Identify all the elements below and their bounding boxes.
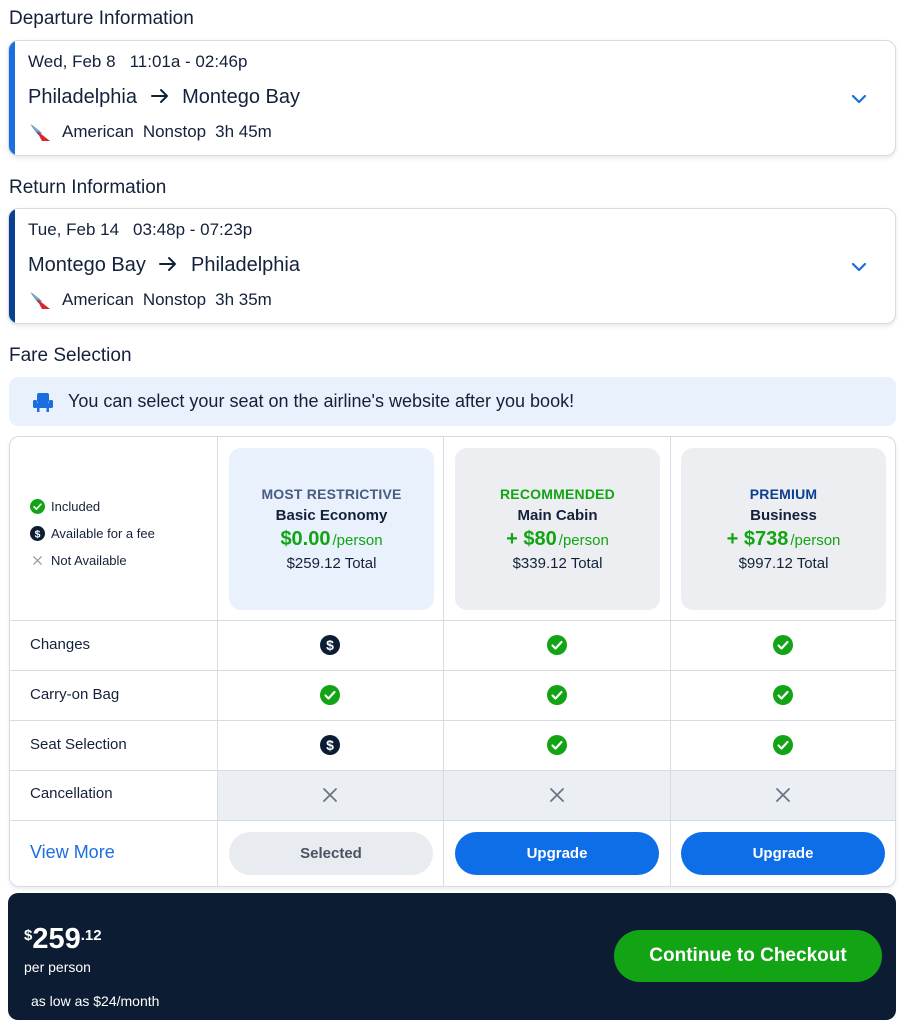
fare-total: $339.12 Total — [512, 555, 603, 572]
row-divider — [10, 820, 896, 821]
return-destination: Philadelphia — [190, 254, 300, 276]
seat-notice-banner — [9, 377, 896, 426]
price-currency: $ — [24, 927, 33, 944]
american-airlines-logo-icon — [28, 289, 54, 311]
fare-per-person: /person — [790, 532, 841, 549]
arrow-right-icon — [151, 88, 169, 104]
row-divider — [10, 720, 896, 721]
fare-price-line — [455, 528, 660, 551]
return-duration: 3h 35m — [215, 290, 272, 309]
fare-price-line — [229, 528, 434, 551]
fare-per-person: /person — [332, 532, 383, 549]
row-divider — [10, 670, 896, 671]
feature-label-cancellation: Cancellation — [30, 785, 113, 802]
departure-airline-row — [28, 121, 281, 143]
legend-not-available — [30, 547, 155, 574]
check-circle-icon — [773, 685, 793, 705]
svg-text:$: $ — [326, 637, 334, 653]
monthly-financing-text: as low as $24/month — [31, 993, 160, 1009]
fare-name: Business — [750, 507, 817, 524]
chevron-down-icon[interactable] — [849, 89, 869, 109]
upgrade-business-button[interactable]: Upgrade — [681, 832, 885, 875]
x-mark-icon — [320, 785, 340, 805]
return-origin: Montego Bay — [28, 254, 146, 276]
american-airlines-logo-icon — [28, 121, 54, 143]
view-more-link[interactable]: View More — [30, 842, 115, 862]
legend-fee-label: Available for a fee — [51, 526, 155, 541]
upgrade-main-cabin-button[interactable]: Upgrade — [455, 832, 659, 875]
fare-section-title: Fare Selection — [9, 345, 132, 366]
check-circle-icon — [547, 635, 567, 655]
svg-text:$: $ — [34, 528, 41, 541]
fare-name: Main Cabin — [517, 507, 598, 524]
fare-total: $997.12 Total — [738, 555, 829, 572]
check-circle-icon — [547, 685, 567, 705]
departure-stops: Nonstop — [142, 122, 207, 141]
fare-per-person: /person — [558, 532, 609, 549]
check-circle-icon — [30, 499, 45, 514]
return-route — [28, 254, 300, 277]
price-per-person-label: per person — [24, 959, 91, 975]
total-price — [24, 923, 102, 956]
fare-total: $259.12 Total — [286, 555, 377, 572]
departure-accent-bar — [9, 41, 15, 155]
fare-tier-label: RECOMMENDED — [500, 486, 615, 502]
row-divider — [10, 620, 896, 621]
fare-card-main-cabin[interactable] — [455, 448, 660, 610]
fare-tier-label: MOST RESTRICTIVE — [261, 486, 402, 502]
check-circle-icon — [773, 635, 793, 655]
legend-included-label: Included — [51, 499, 101, 514]
fare-card-business[interactable] — [681, 448, 886, 610]
departure-date-time — [28, 52, 247, 72]
price-cents: .12 — [80, 927, 102, 944]
checkout-bar — [8, 893, 896, 1020]
legend-included — [30, 493, 155, 520]
fare-tier-label: PREMIUM — [749, 486, 818, 502]
fare-price: + $80 — [506, 528, 557, 550]
fare-price-line — [681, 528, 886, 551]
feature-label-carry-on-bag: Carry-on Bag — [30, 686, 120, 703]
feature-label-seat-selection: Seat Selection — [30, 736, 127, 753]
return-flight-card[interactable] — [8, 208, 896, 324]
x-mark-icon — [30, 553, 45, 568]
departure-section-title: Departure Information — [9, 8, 194, 29]
legend-fee — [30, 520, 155, 547]
check-circle-icon — [320, 685, 340, 705]
check-circle-icon — [773, 735, 793, 755]
departure-time: 11:01a - 02:46p — [129, 52, 248, 71]
check-circle-icon — [547, 735, 567, 755]
seat-notice-text: You can select your seat on the airline's website after you book! — [68, 391, 575, 411]
departure-date: Wed, Feb 8 — [28, 52, 116, 71]
fare-card-basic-economy[interactable] — [229, 448, 434, 610]
legend-not-available-label: Not Available — [51, 553, 127, 568]
column-divider — [443, 437, 444, 886]
fare-comparison-table — [9, 436, 896, 887]
arrow-right-icon — [159, 256, 177, 272]
seat-icon — [30, 390, 56, 414]
chevron-down-icon[interactable] — [849, 257, 869, 277]
price-dollars: 259 — [32, 923, 81, 955]
dollar-circle-icon — [30, 526, 45, 541]
fare-legend — [30, 493, 155, 574]
dollar-circle-icon — [320, 735, 340, 755]
return-accent-bar — [9, 209, 15, 323]
departure-flight-card[interactable] — [8, 40, 896, 156]
column-divider — [670, 437, 671, 886]
feature-label-changes: Changes — [30, 636, 91, 653]
return-section-title: Return Information — [9, 177, 167, 198]
selected-button[interactable]: Selected — [229, 832, 433, 875]
return-date: Tue, Feb 14 — [28, 220, 120, 239]
departure-airline: American — [62, 122, 134, 141]
column-divider — [217, 437, 218, 886]
x-mark-icon — [547, 785, 567, 805]
return-airline: American — [62, 290, 134, 309]
departure-origin: Philadelphia — [28, 86, 137, 108]
dollar-circle-icon — [320, 635, 340, 655]
return-stops: Nonstop — [142, 290, 207, 309]
return-date-time — [28, 220, 252, 240]
fare-price: + $738 — [726, 528, 789, 550]
return-airline-row — [28, 289, 281, 311]
fare-name: Basic Economy — [275, 507, 388, 524]
fare-price: $0.00 — [280, 528, 331, 550]
row-divider — [10, 770, 896, 771]
return-time: 03:48p - 07:23p — [133, 220, 253, 239]
svg-text:$: $ — [326, 737, 334, 753]
x-mark-icon — [773, 785, 793, 805]
departure-route — [28, 86, 300, 109]
departure-destination: Montego Bay — [182, 86, 300, 108]
continue-to-checkout-button[interactable]: Continue to Checkout — [614, 930, 882, 982]
departure-duration: 3h 45m — [215, 122, 272, 141]
